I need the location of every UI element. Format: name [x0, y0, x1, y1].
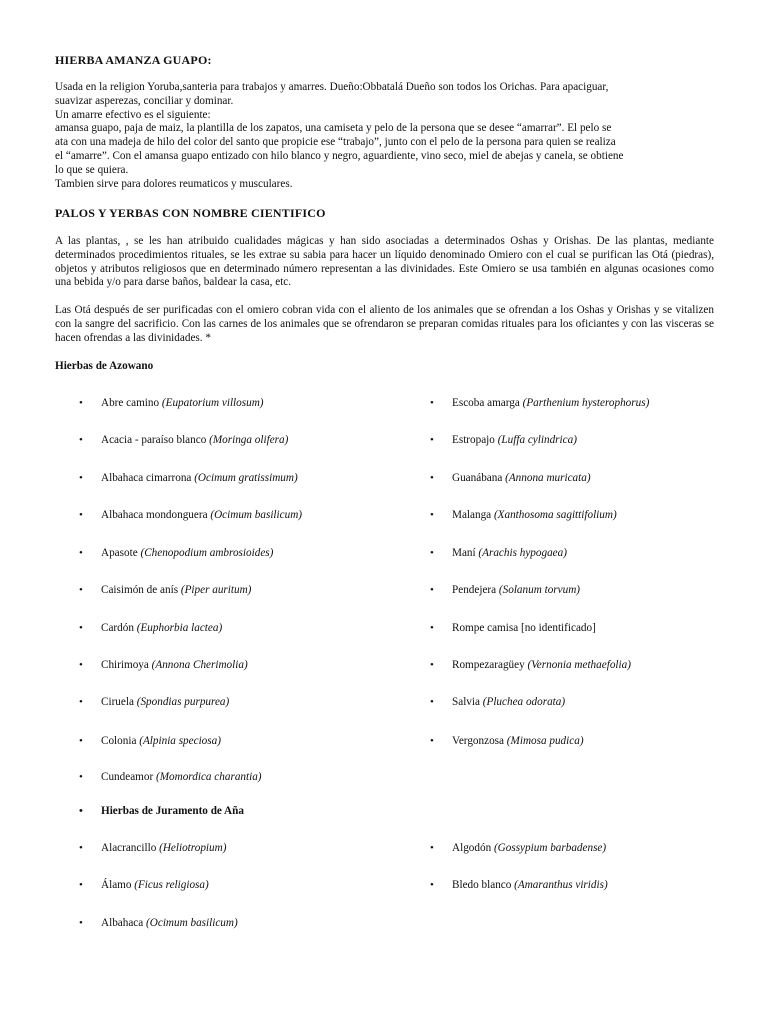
- palos-yerbas-paragraph-2: Las Otá después de ser purificadas con el omiero cobran vida con el aliento de los animales que se ofrendan a los Oshas y Orishas y se vitalizen con la sangre del sacrificio. Con las carnes de los animales que se ofrendaron se preparan comidas rituales para los oficiantes y con las visceras se hacen ofrendas a las divinidades. *: [55, 304, 714, 344]
- bullet-icon: •: [430, 434, 434, 446]
- body-line: el “amarre”. Con el amansa guapo entizado con hilo blanco y negro, aguardiente, vino seco, miel de abejas y canela, se obtiene: [55, 149, 624, 162]
- bullet-icon: •: [79, 805, 83, 817]
- list-item: • Colonia (Alpinia speciosa): [79, 735, 221, 747]
- bullet-icon: •: [79, 472, 83, 484]
- list-item: • Álamo (Ficus religiosa): [79, 879, 209, 891]
- bullet-icon: •: [79, 917, 83, 929]
- bullet-icon: •: [430, 584, 434, 596]
- bullet-icon: •: [79, 735, 83, 747]
- bullet-icon: •: [79, 771, 83, 783]
- list-item: • Chirimoya (Annona Cherimolia): [79, 659, 248, 671]
- list-item: • Escoba amarga (Parthenium hysterophorus): [430, 397, 650, 409]
- juramento-heading: • Hierbas de Juramento de Aña: [79, 805, 244, 817]
- list-item: • Vergonzosa (Mimosa pudica): [430, 735, 584, 747]
- bullet-icon: •: [79, 622, 83, 634]
- section-title-palos-yerbas: PALOS Y YERBAS CON NOMBRE CIENTIFICO: [55, 206, 326, 220]
- bullet-icon: •: [79, 879, 83, 891]
- body-line: Usada en la religion Yoruba,santeria para trabajos y amarres. Dueño:Obbatalá Dueño son todos los Orichas. Para apaciguar,: [55, 81, 609, 93]
- bullet-icon: •: [79, 584, 83, 596]
- list-item: • Cundeamor (Momordica charantia): [79, 771, 262, 783]
- list-item: • Malanga (Xanthosoma sagittifolium): [430, 509, 617, 521]
- palos-yerbas-paragraph-1: A las plantas, , se les han atribuido cualidades mágicas y han sido asociadas a determinados Oshas y Orishas. De las plantas, mediante determinados procedimientos rituales, se les extrae su sabia para hacer un líquido denominado Omiero con el cual se purifican las Otá (piedras), objetos y atributos religiosos que en determinado número representan a las divinidades. Este Omiero se usa también en algunas ocasiones como una bebida y/o para darse baños, baldear la casa, etc.: [55, 235, 714, 289]
- list-item: • Rompe camisa [no identificado]: [430, 622, 596, 634]
- list-item: • Apasote (Chenopodium ambrosioides): [79, 547, 274, 559]
- list-item: • Guanábana (Annona muricata): [430, 472, 591, 484]
- list-item: • Acacia - paraíso blanco (Moringa olifera): [79, 434, 289, 446]
- amanza-guapo-body: [55, 81, 714, 191]
- bullet-icon: •: [430, 397, 434, 409]
- body-line: suavizar asperezas, conciliar y dominar.: [55, 94, 234, 107]
- list-item: • Albahaca mondonguera (Ocimum basilicum): [79, 509, 303, 521]
- list-item: • Albahaca cimarrona (Ocimum gratissimum): [79, 472, 298, 484]
- list-item: • Ciruela (Spondias purpurea): [79, 696, 230, 708]
- bullet-icon: •: [79, 434, 83, 446]
- bullet-icon: •: [79, 397, 83, 409]
- body-line: Tambien sirve para dolores reumaticos y musculares.: [55, 177, 293, 190]
- list-item: • Cardón (Euphorbia lactea): [79, 622, 223, 634]
- list-item: • Pendejera (Solanum torvum): [430, 584, 581, 596]
- list-item: • Algodón (Gossypium barbadense): [430, 842, 607, 854]
- list-item: • Bledo blanco (Amaranthus viridis): [430, 879, 608, 891]
- bullet-icon: •: [79, 696, 83, 708]
- bullet-icon: •: [430, 547, 434, 559]
- bullet-icon: •: [79, 547, 83, 559]
- list-item: • Abre camino (Eupatorium villosum): [79, 397, 264, 409]
- list-item: • Maní (Arachis hypogaea): [430, 547, 567, 559]
- body-line: lo que se quiera.: [55, 163, 129, 176]
- bullet-icon: •: [430, 622, 434, 634]
- body-line: amansa guapo, paja de maiz, la plantilla de los zapatos, una camiseta y pelo de la persona que se desee “amarrar”. El pelo se: [55, 122, 612, 135]
- bullet-icon: •: [430, 879, 434, 891]
- section-title-amanza-guapo: HIERBA AMANZA GUAPO:: [55, 53, 212, 67]
- bullet-icon: •: [79, 659, 83, 671]
- azowano-heading: Hierbas de Azowano: [55, 360, 154, 372]
- list-item: • Estropajo (Luffa cylindrica): [430, 434, 577, 446]
- bullet-icon: •: [79, 509, 83, 521]
- list-item: • Alacrancillo (Heliotropium): [79, 842, 227, 854]
- bullet-icon: •: [430, 735, 434, 747]
- list-item: • Albahaca (Ocimum basilicum): [79, 917, 238, 929]
- bullet-icon: •: [430, 472, 434, 484]
- list-item: • Rompezaragüey (Vernonia methaefolia): [430, 659, 631, 671]
- body-line: ata con una madeja de hilo del color del santo que propicie ese “trabajo”, junto con el pelo de la persona para quien se realiza: [55, 136, 616, 149]
- body-line: Un amarre efectivo es el siguiente:: [55, 108, 211, 121]
- bullet-icon: •: [430, 842, 434, 854]
- bullet-icon: •: [430, 509, 434, 521]
- bullet-icon: •: [430, 659, 434, 671]
- bullet-icon: •: [430, 696, 434, 708]
- list-item: • Salvia (Pluchea odorata): [430, 696, 566, 708]
- list-item: • Caisimón de anís (Piper auritum): [79, 584, 252, 596]
- bullet-icon: •: [79, 842, 83, 854]
